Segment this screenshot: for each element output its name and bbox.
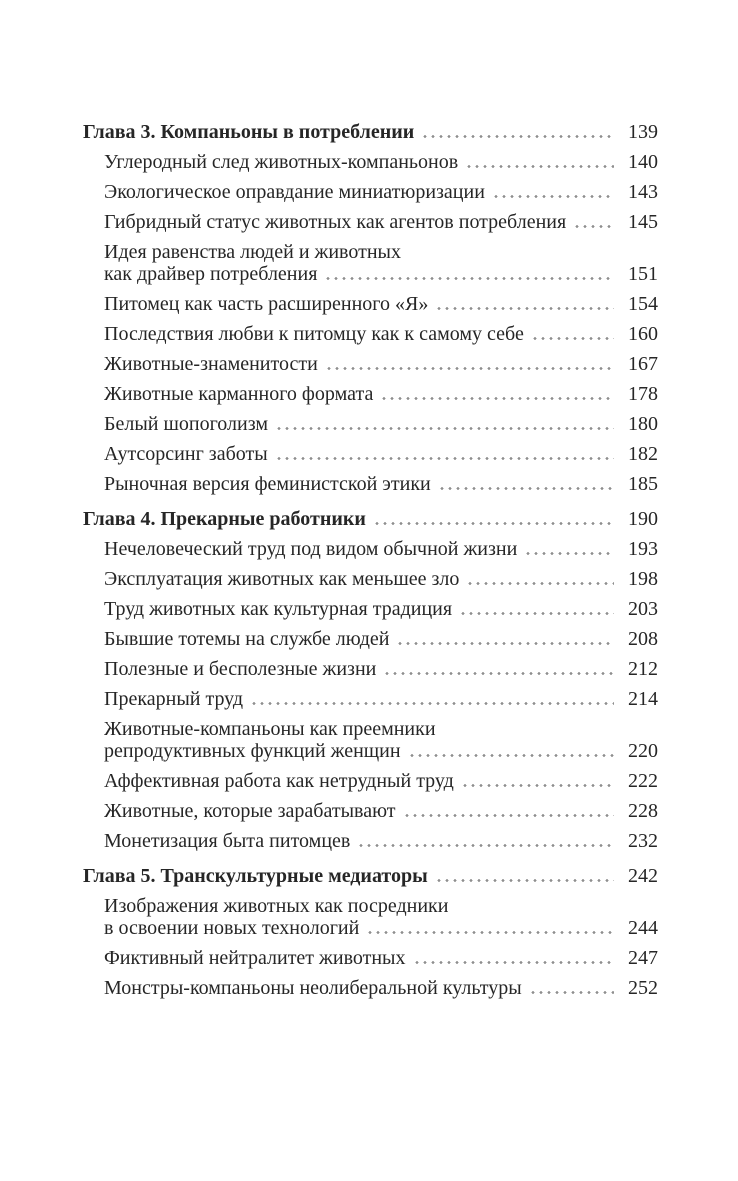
page-number: 185 [628, 473, 658, 495]
page-number: 139 [628, 121, 658, 143]
toc-entry[interactable] [104, 323, 658, 345]
toc-entry[interactable] [104, 538, 658, 560]
toc-entry[interactable] [104, 293, 658, 315]
dot-leader [357, 844, 614, 847]
toc-entry[interactable] [104, 443, 658, 465]
toc-entry-label: Аффективная работа как нетрудный труд [104, 770, 454, 792]
toc-entry-label: Монстры-компаньоны неолиберальной культуры [104, 977, 522, 999]
dot-leader [573, 225, 614, 228]
page-number: 247 [628, 947, 658, 969]
page-number: 151 [628, 263, 658, 285]
dot-leader [461, 784, 614, 787]
toc-entry[interactable] [104, 383, 658, 405]
toc-entry[interactable] [104, 181, 658, 203]
dot-leader [438, 487, 614, 490]
page-number: 154 [628, 293, 658, 315]
toc-entry-label: Полезные и бесполезные жизни [104, 658, 377, 680]
dot-leader [380, 397, 614, 400]
dot-leader [275, 427, 614, 430]
toc-chapter-heading[interactable] [83, 865, 658, 887]
toc-entry-label: Животные карманного формата [104, 383, 374, 405]
page-number: 252 [628, 977, 658, 999]
toc-entry-label: Углеродный след животных-компаньонов [104, 151, 459, 173]
dot-leader [529, 991, 614, 994]
dot-leader [524, 552, 614, 555]
dot-leader [275, 457, 614, 460]
toc-entry-label: репродуктивных функций женщин [104, 740, 401, 762]
toc-entry[interactable] [104, 151, 658, 173]
toc-entry[interactable] [104, 947, 658, 969]
toc-entry-label: Монетизация быта питомцев [104, 830, 351, 852]
page-number: 182 [628, 443, 658, 465]
toc-entry[interactable] [104, 211, 658, 233]
toc-entry[interactable] [104, 770, 658, 792]
toc-entry[interactable] [104, 568, 658, 590]
dot-leader [531, 337, 614, 340]
page-number: 232 [628, 830, 658, 852]
toc-entry[interactable] [104, 977, 658, 999]
toc-section [83, 121, 658, 495]
toc-entry[interactable] [104, 688, 658, 710]
dot-leader [383, 672, 614, 675]
dot-leader [403, 814, 615, 817]
page-number: 140 [628, 151, 658, 173]
dot-leader [366, 931, 614, 934]
dot-leader [413, 961, 615, 964]
toc-entry-label: Животные-знаменитости [104, 353, 318, 375]
toc-entry-label: Прекарный труд [104, 688, 244, 710]
page-number: 242 [628, 865, 658, 887]
dot-leader [435, 307, 614, 310]
toc-entry[interactable] [104, 598, 658, 620]
toc-entry-label: Нечеловеческий труд под видом обычной жизни [104, 538, 518, 560]
toc-entry-label: Бывшие тотемы на службе людей [104, 628, 390, 650]
toc-section [83, 508, 658, 852]
toc-entry-label-line: Изображения животных как посредники [104, 895, 449, 917]
toc-entry-label: Рыночная версия феминистской этики [104, 473, 431, 495]
toc-section-items [83, 895, 658, 999]
toc-section [83, 865, 658, 999]
toc-chapter-heading[interactable] [83, 508, 658, 530]
page-number: 178 [628, 383, 658, 405]
dot-leader [466, 582, 614, 585]
page-number: 193 [628, 538, 658, 560]
chapter-title: Глава 3. Компаньоны в потреблении [83, 121, 415, 143]
dot-leader [325, 367, 614, 370]
dot-leader [435, 879, 614, 882]
toc-entry[interactable] [104, 830, 658, 852]
toc-entry-label-line: Идея равенства людей и животных [104, 241, 401, 263]
toc-entry-label: Фиктивный нейтралитет животных [104, 947, 406, 969]
toc-entry-label: Эксплуатация животных как меньшее зло [104, 568, 460, 590]
page-number: 214 [628, 688, 658, 710]
page-number: 244 [628, 917, 658, 939]
dot-leader [492, 195, 614, 198]
page-number: 190 [628, 508, 658, 530]
page-number: 212 [628, 658, 658, 680]
page-number: 180 [628, 413, 658, 435]
dot-leader [324, 277, 614, 280]
page-number: 228 [628, 800, 658, 822]
toc-entry[interactable] [104, 718, 658, 762]
page-number: 198 [628, 568, 658, 590]
dot-leader [373, 522, 614, 525]
page-number: 143 [628, 181, 658, 203]
page-number: 145 [628, 211, 658, 233]
page-number: 222 [628, 770, 658, 792]
toc-entry[interactable] [104, 413, 658, 435]
page-number: 208 [628, 628, 658, 650]
toc-entry-label: как драйвер потребления [104, 263, 318, 285]
dot-leader [408, 754, 614, 757]
table-of-contents [83, 121, 658, 1007]
toc-entry[interactable] [104, 895, 658, 939]
toc-entry[interactable] [104, 628, 658, 650]
dot-leader [396, 642, 614, 645]
chapter-title: Глава 4. Прекарные работники [83, 508, 366, 530]
toc-entry[interactable] [104, 353, 658, 375]
toc-section-items [83, 538, 658, 852]
dot-leader [421, 135, 614, 138]
toc-entry[interactable] [104, 658, 658, 680]
toc-entry[interactable] [104, 241, 658, 285]
toc-entry-label: в освоении новых технологий [104, 917, 360, 939]
toc-entry-label: Труд животных как культурная традиция [104, 598, 453, 620]
toc-entry-label-line: Животные-компаньоны как преемники [104, 718, 436, 740]
dot-leader [465, 165, 614, 168]
toc-entry-label: Питомец как часть расширенного «Я» [104, 293, 429, 315]
toc-section-items [83, 151, 658, 495]
page-number: 160 [628, 323, 658, 345]
toc-chapter-heading[interactable] [83, 121, 658, 143]
toc-entry-label: Животные, которые зарабатывают [104, 800, 396, 822]
page-number: 203 [628, 598, 658, 620]
toc-entry[interactable] [104, 473, 658, 495]
toc-entry-label: Последствия любви к питомцу как к самому себе [104, 323, 524, 345]
toc-entry-label: Аутсорсинг заботы [104, 443, 268, 465]
dot-leader [459, 612, 614, 615]
chapter-title: Глава 5. Транскультурные медиаторы [83, 865, 428, 887]
page-number: 220 [628, 740, 658, 762]
page-number: 167 [628, 353, 658, 375]
toc-entry[interactable] [104, 800, 658, 822]
toc-entry-label: Экологическое оправдание миниатюризации [104, 181, 485, 203]
toc-entry-label: Гибридный статус животных как агентов потребления [104, 211, 567, 233]
toc-entry-label: Белый шопоголизм [104, 413, 268, 435]
dot-leader [250, 702, 614, 705]
